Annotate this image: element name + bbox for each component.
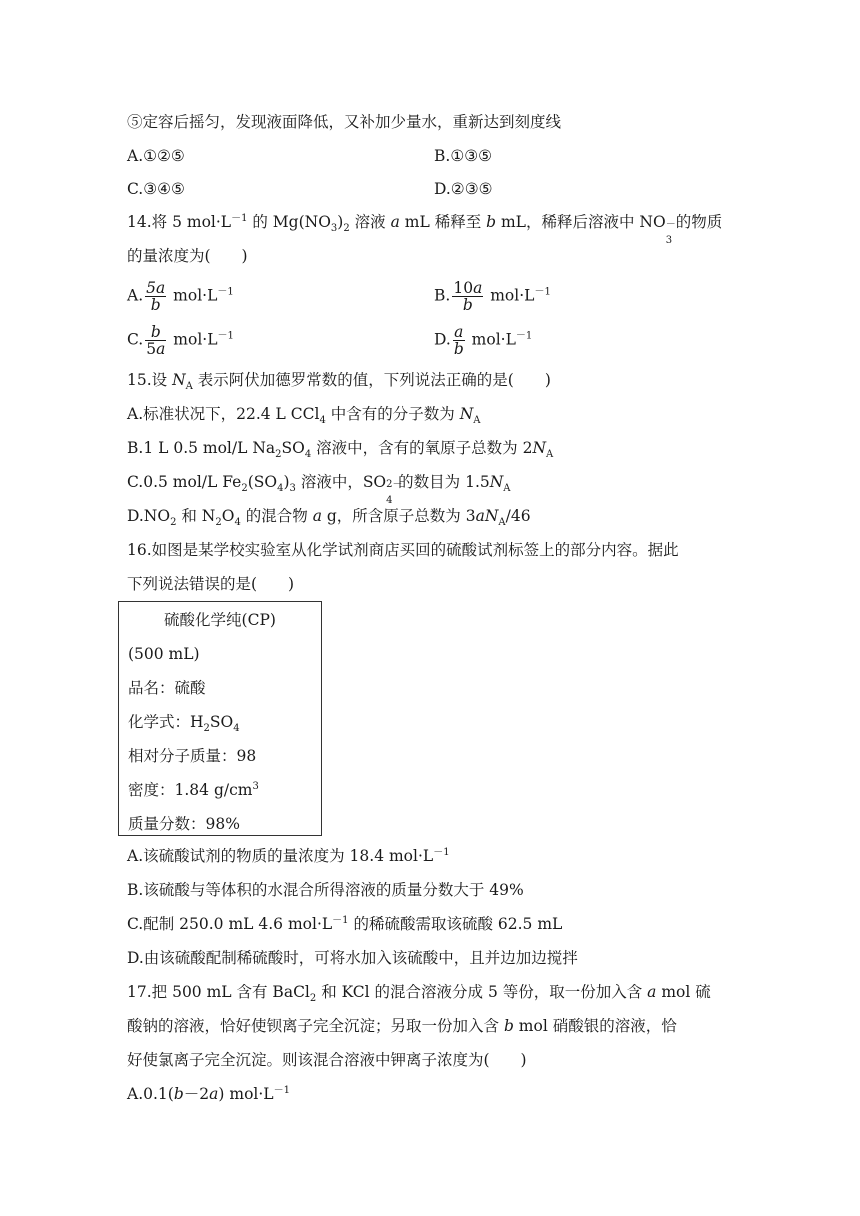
label-name: 品名：硫酸 <box>128 679 206 697</box>
q16-stem-line2: 下列说法错误的是( ) <box>127 575 295 593</box>
label-molar-mass: 相对分子质量：98 <box>128 747 257 765</box>
q15-option-c: C.0.5 mol/L $Fe_2(SO_4)_3$ 溶液中，SO 2－ 4 的数目为 $1.5N_A$ <box>127 473 511 506</box>
q13-option-d: D.②③⑤ <box>434 180 493 198</box>
q13-item-5: ⑤定容后摇匀，发现液面降低，又补加少量水，重新达到刻度线 <box>127 113 562 131</box>
fraction: $\frac{b}{5a}$ <box>146 323 166 358</box>
fraction: $\frac{10a}{b}$ <box>453 279 483 314</box>
q16-option-a: A.该硫酸试剂的物质的量浓度为 18.4 $mol\cdot L^{-1}$ <box>127 846 450 865</box>
q16-option-b: B.该硫酸与等体积的水混合所得溶液的质量分数大于 49% <box>127 881 524 899</box>
q14-option-b: B. $\frac{10a}{b}$ $mol\cdot L^{-1}$ <box>434 279 551 314</box>
q15-option-a: A.标准状况下，22.4 L CCl$_4$ 中含有的分子数为 $N_A$ <box>127 405 481 427</box>
fraction: $\frac{a}{b}$ <box>453 323 464 358</box>
q17-stem-line1: 17.把 500 mL 含有 BaCl$_2$ 和 KCl 的混合溶液分成 5 等份，取一份加入含 a mol 硫 <box>127 983 711 1005</box>
q13-option-b: B.①③⑤ <box>434 147 493 165</box>
q15-option-d: $D.NO_2$ 和 $N_2O_4$ 的混合物 a g，所含原子总数为 $3aN_A/46$ <box>127 507 531 529</box>
q17-option-a: A.0.1(b－2a) $mol\cdot L^{-1}$ <box>127 1084 290 1103</box>
q17-stem-line2: 酸钠的溶液，恰好使钡离子完全沉淀；另取一份加入含 b mol 硝酸银的溶液，恰 <box>127 1017 677 1035</box>
label-formula: 化学式：$H_2SO_4$ <box>128 713 240 735</box>
q16-stem-line1: 16.如图是某学校实验室从化学试剂商店买回的硫酸试剂标签上的部分内容。据此 <box>127 541 679 559</box>
q14-option-c: C. $\frac{b}{5a}$ $mol\cdot L^{-1}$ <box>127 323 234 358</box>
q15-option-b: B.1 L 0.5 mol/L $Na_2SO_4$ 溶液中，含有的氧原子总数为 $2N_A$ <box>127 439 554 461</box>
q16-option-c: C.配制 250.0 mL 4.6 $mol\cdot L^{-1}$ 的稀硫酸需取该硫酸 62.5 mL <box>127 914 563 933</box>
label-volume: (500 mL) <box>128 645 200 663</box>
label-title: 硫酸化学纯(CP) <box>164 611 276 629</box>
reagent-label <box>118 601 322 836</box>
q16-option-d: D.由该硫酸配制稀硫酸时，可将水加入该硫酸中，且并边加边搅拌 <box>127 949 578 967</box>
q17-stem-line3: 好使氯离子完全沉淀。则该混合溶液中钾离子浓度为( ) <box>127 1051 527 1069</box>
q14-option-d: D. $\frac{a}{b}$ $mol\cdot L^{-1}$ <box>434 323 533 358</box>
q14-option-a: A. $\frac{5a}{b}$ $mol\cdot L^{-1}$ <box>127 279 234 314</box>
label-density: 密度：1.84 $g/cm^3$ <box>128 780 259 799</box>
fraction: $\frac{5a}{b}$ <box>146 279 166 314</box>
q14-stem-line1: 14.将 5 $mol\cdot L^{-1}$ 的 $Mg(NO_3)_2$ 溶液 a mL 稀释至 b mL，稀释后溶液中 NO － 3 的物质 <box>127 212 723 246</box>
q14-stem-line2: 的量浓度为( ) <box>127 247 248 265</box>
q13-option-a: A.①②⑤ <box>127 147 185 165</box>
q13-option-c: C.③④⑤ <box>127 180 185 198</box>
q15-stem: 15.设 $N_A$ 表示阿伏加德罗常数的值，下列说法正确的是( ) <box>127 371 551 393</box>
label-mass-fraction: 质量分数：98% <box>128 815 240 833</box>
